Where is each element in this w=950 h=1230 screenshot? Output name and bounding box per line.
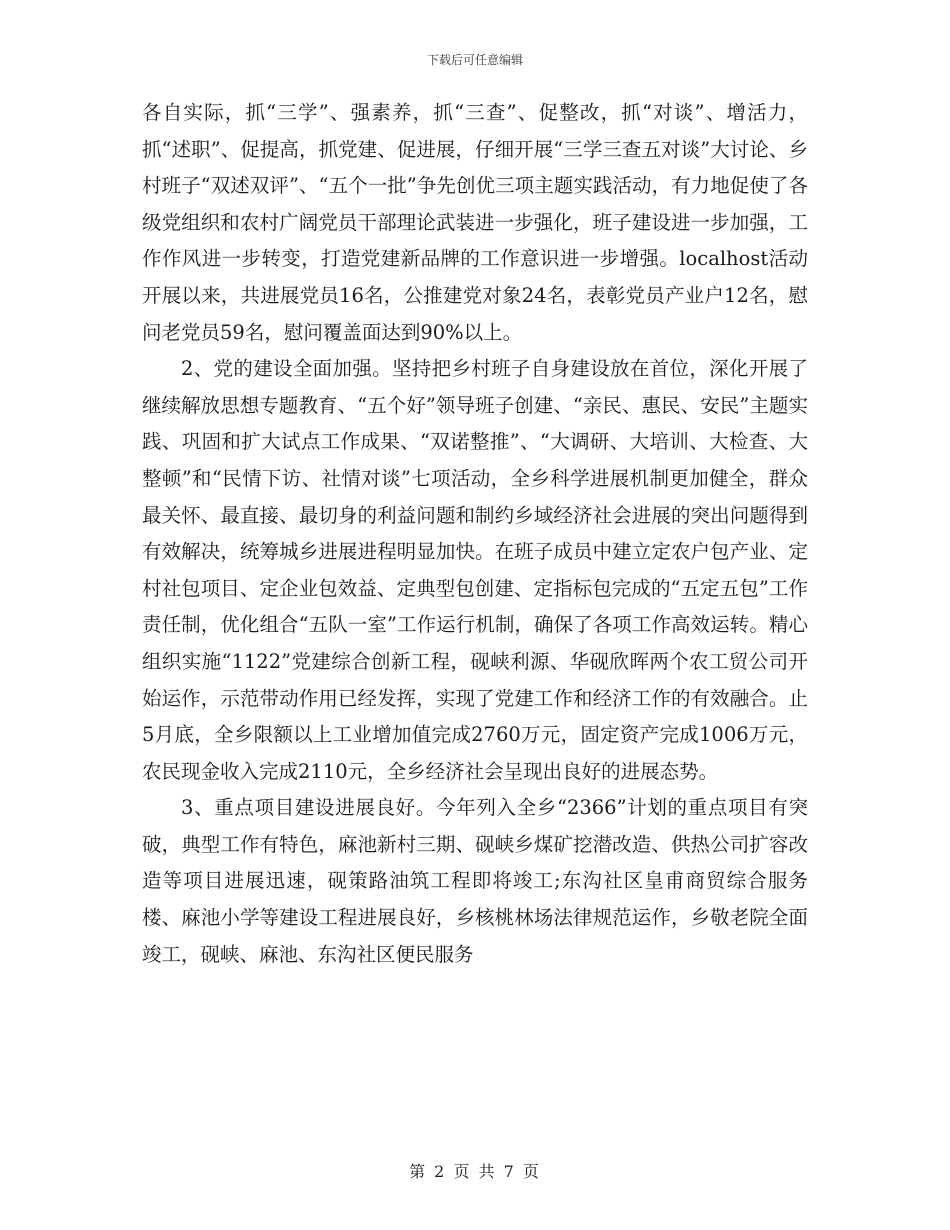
paragraph-1: 各自实际，抓“三学”、强素养，抓“三查”、促整改，抓“对谈”、增活力，抓“述职”、促提高，抓党建、促进展，仔细开展“三学三查五对谈”大讨论、乡村班子“双述双评”、“五个一批”争先创优三项主题实践活动，有力地促使了各级党组织和农村广阔党员干部理论武装进一步强化，班子建设进一步加强，工作作风进一步转变，打造党建新品牌的工作意识进一步增强。localhost活动开展以来，共进展党员16名，公推建党对象24名，表彰党员产业户12名，慰问老党员59名，慰问覆盖面达到90%以上。	[142, 101, 808, 344]
paragraph-2: 2、党的建设全面加强。坚持把乡村班子自身建设放在首位，深化开展了继续解放思想专题教育、“五个好”领导班子创建、“亲民、惠民、安民”主题实践、巩固和扩大试点工作成果、“双诺整推”、“大调研、大培训、大检查、大整顿”和“民情下访、社情对谈”七项活动，全乡科学进展机制更加健全，群众最关怀、最直接、最切身的利益问题和制约乡域经济社会进展的突出问题得到有效解决，统筹城乡进展进程明显加快。在班子成员中建立定农户包产业、定村社包项目、定企业包效益、定典型包创建、定指标包完成的“五定五包”工作责任制，优化组合“五队一室”工作运行机制，确保了各项工作高效运转。精心组织实施“1122”党建综合创新工程，砚峡利源、华砚欣晖两个农工贸公司开始运作，示范带动作用已经发挥，实现了党建工作和经济工作的有效融合。止5月底，全乡限额以上工业增加值完成2760万元，固定资产完成1006万元，农民现金收入完成2110元，全乡经济社会呈现出良好的进展态势。	[142, 357, 808, 783]
page-number: 第 2 页 共 7 页	[409, 1162, 541, 1181]
document-body	[142, 95, 808, 973]
page-header: 下载后可任意编辑	[426, 53, 523, 67]
paragraph-3: 3、重点项目建设进展良好。今年列入全乡“2366”计划的重点项目有突破，典型工作有特色，麻池新村三期、砚峡乡煤矿挖潜改造、供热公司扩容改造等项目进展迅速，砚策路油筑工程即将竣工;东沟社区皇甫商贸综合服务楼、麻池小学等建设工程进展良好，乡核桃林场法律规范运作，乡敬老院全面竣工，砚峡、麻池、东沟社区便民服务	[142, 796, 808, 966]
